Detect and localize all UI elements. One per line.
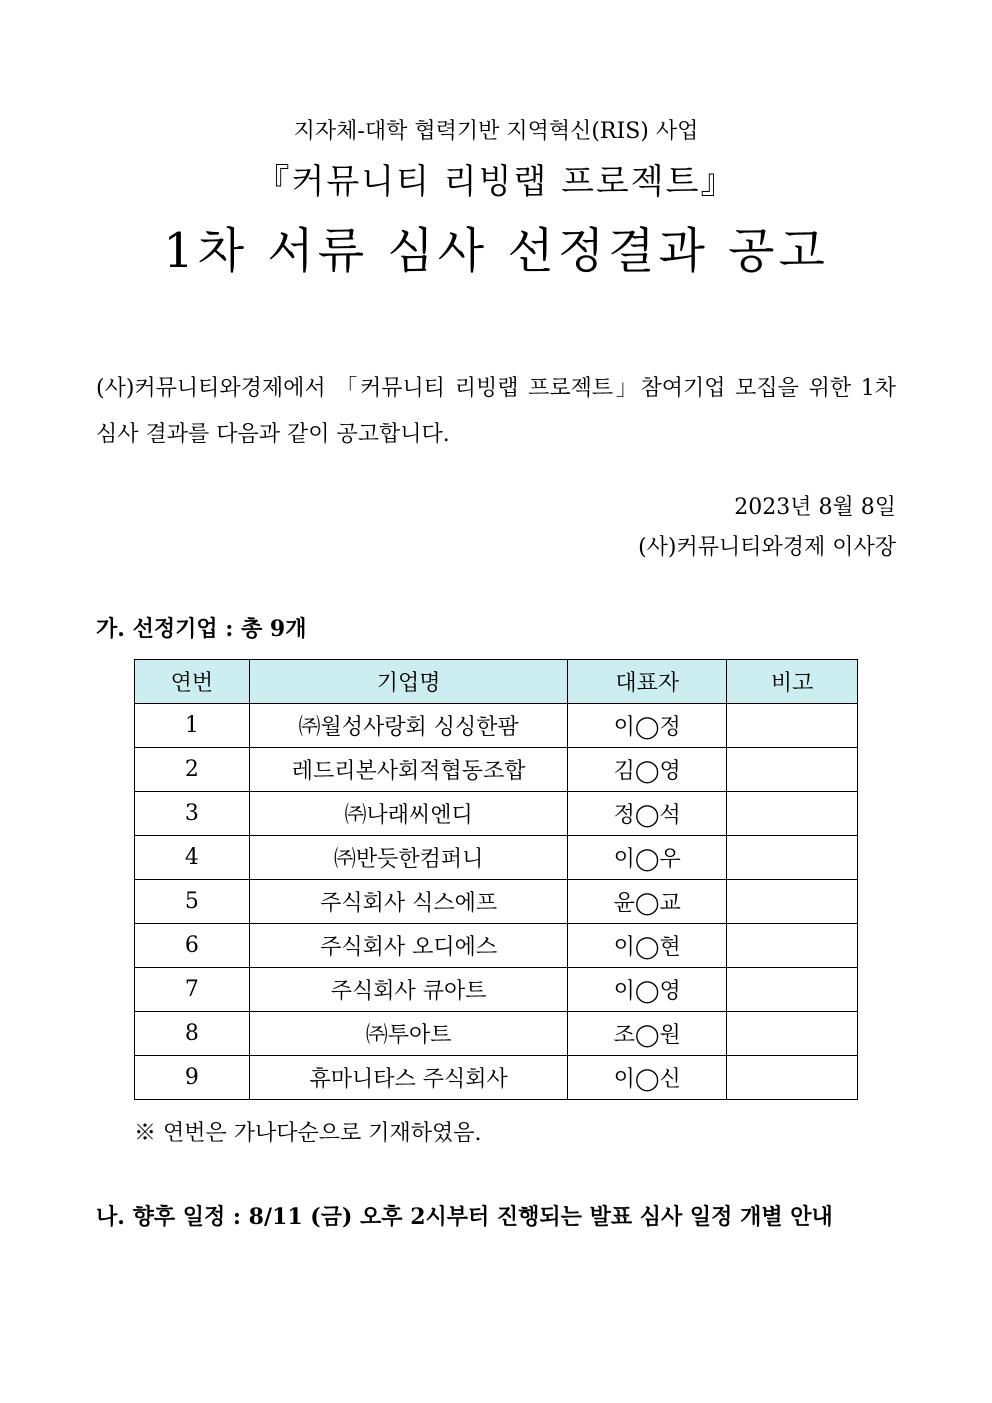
cell-representative: 정◯석 [568, 792, 727, 836]
cell-company: 주식회사 식스에프 [249, 880, 568, 924]
table-row [135, 1056, 858, 1100]
cell-remarks [727, 880, 858, 924]
table-row [135, 836, 858, 880]
cell-no: 8 [135, 1012, 250, 1056]
section-heading-selected: 가. 선정기업 : 총 9개 [96, 616, 307, 642]
announcement-signer: (사)커뮤니티와경제 이사장 [638, 535, 896, 560]
table-footnote: ※ 연번은 가나다순으로 기재하였음. [134, 1121, 482, 1146]
cell-representative: 이◯영 [568, 968, 727, 1012]
header-company: 기업명 [249, 660, 568, 704]
header-representative: 대표자 [568, 660, 727, 704]
cell-company: 휴마니타스 주식회사 [249, 1056, 568, 1100]
header-remarks: 비고 [727, 660, 858, 704]
cell-representative: 윤◯교 [568, 880, 727, 924]
cell-remarks [727, 704, 858, 748]
table-row [135, 792, 858, 836]
cell-no: 1 [135, 704, 250, 748]
project-title: 『커뮤니티 리빙랩 프로젝트』 [255, 162, 737, 202]
cell-company: ㈜나래씨엔디 [249, 792, 568, 836]
cell-company: 주식회사 오디에스 [249, 924, 568, 968]
cell-representative: 김◯영 [568, 748, 727, 792]
cell-remarks [727, 1012, 858, 1056]
cell-remarks [727, 924, 858, 968]
cell-company: ㈜투아트 [249, 1012, 568, 1056]
cell-remarks [727, 792, 858, 836]
document-subtitle: 지자체-대학 협력기반 지역혁신(RIS) 사업 [293, 119, 699, 144]
cell-no: 3 [135, 792, 250, 836]
table-row [135, 704, 858, 748]
page-title: 1차 서류 심사 선정결과 공고 [163, 223, 829, 279]
cell-no: 7 [135, 968, 250, 1012]
cell-no: 6 [135, 924, 250, 968]
cell-company: 레드리본사회적협동조합 [249, 748, 568, 792]
cell-representative: 이◯우 [568, 836, 727, 880]
announcement-date: 2023년 8월 8일 [734, 495, 896, 520]
announcement-paragraph: (사)커뮤니티와경제에서 「커뮤니티 리빙랩 프로젝트」참여기업 모집을 위한 1차 심사 결과를 다음과 같이 공고합니다. [96, 376, 896, 447]
cell-representative: 이◯정 [568, 704, 727, 748]
cell-no: 9 [135, 1056, 250, 1100]
table-header-row [135, 660, 858, 704]
header-no: 연번 [135, 660, 250, 704]
table-row [135, 968, 858, 1012]
cell-representative: 이◯현 [568, 924, 727, 968]
cell-remarks [727, 748, 858, 792]
cell-remarks [727, 968, 858, 1012]
section-heading-schedule: 나. 향후 일정 : 8/11 (금) 오후 2시부터 진행되는 발표 심사 일정 개별 안내 [96, 1204, 833, 1230]
table-row [135, 924, 858, 968]
cell-company: ㈜반듯한컴퍼니 [249, 836, 568, 880]
table-row [135, 1012, 858, 1056]
cell-no: 5 [135, 880, 250, 924]
cell-representative: 조◯원 [568, 1012, 727, 1056]
cell-company: 주식회사 큐아트 [249, 968, 568, 1012]
table-row [135, 748, 858, 792]
cell-no: 4 [135, 836, 250, 880]
table-row [135, 880, 858, 924]
cell-remarks [727, 1056, 858, 1100]
cell-company: ㈜월성사랑회 싱싱한팜 [249, 704, 568, 748]
cell-no: 2 [135, 748, 250, 792]
selected-companies-table [134, 659, 858, 1100]
cell-representative: 이◯신 [568, 1056, 727, 1100]
cell-remarks [727, 836, 858, 880]
